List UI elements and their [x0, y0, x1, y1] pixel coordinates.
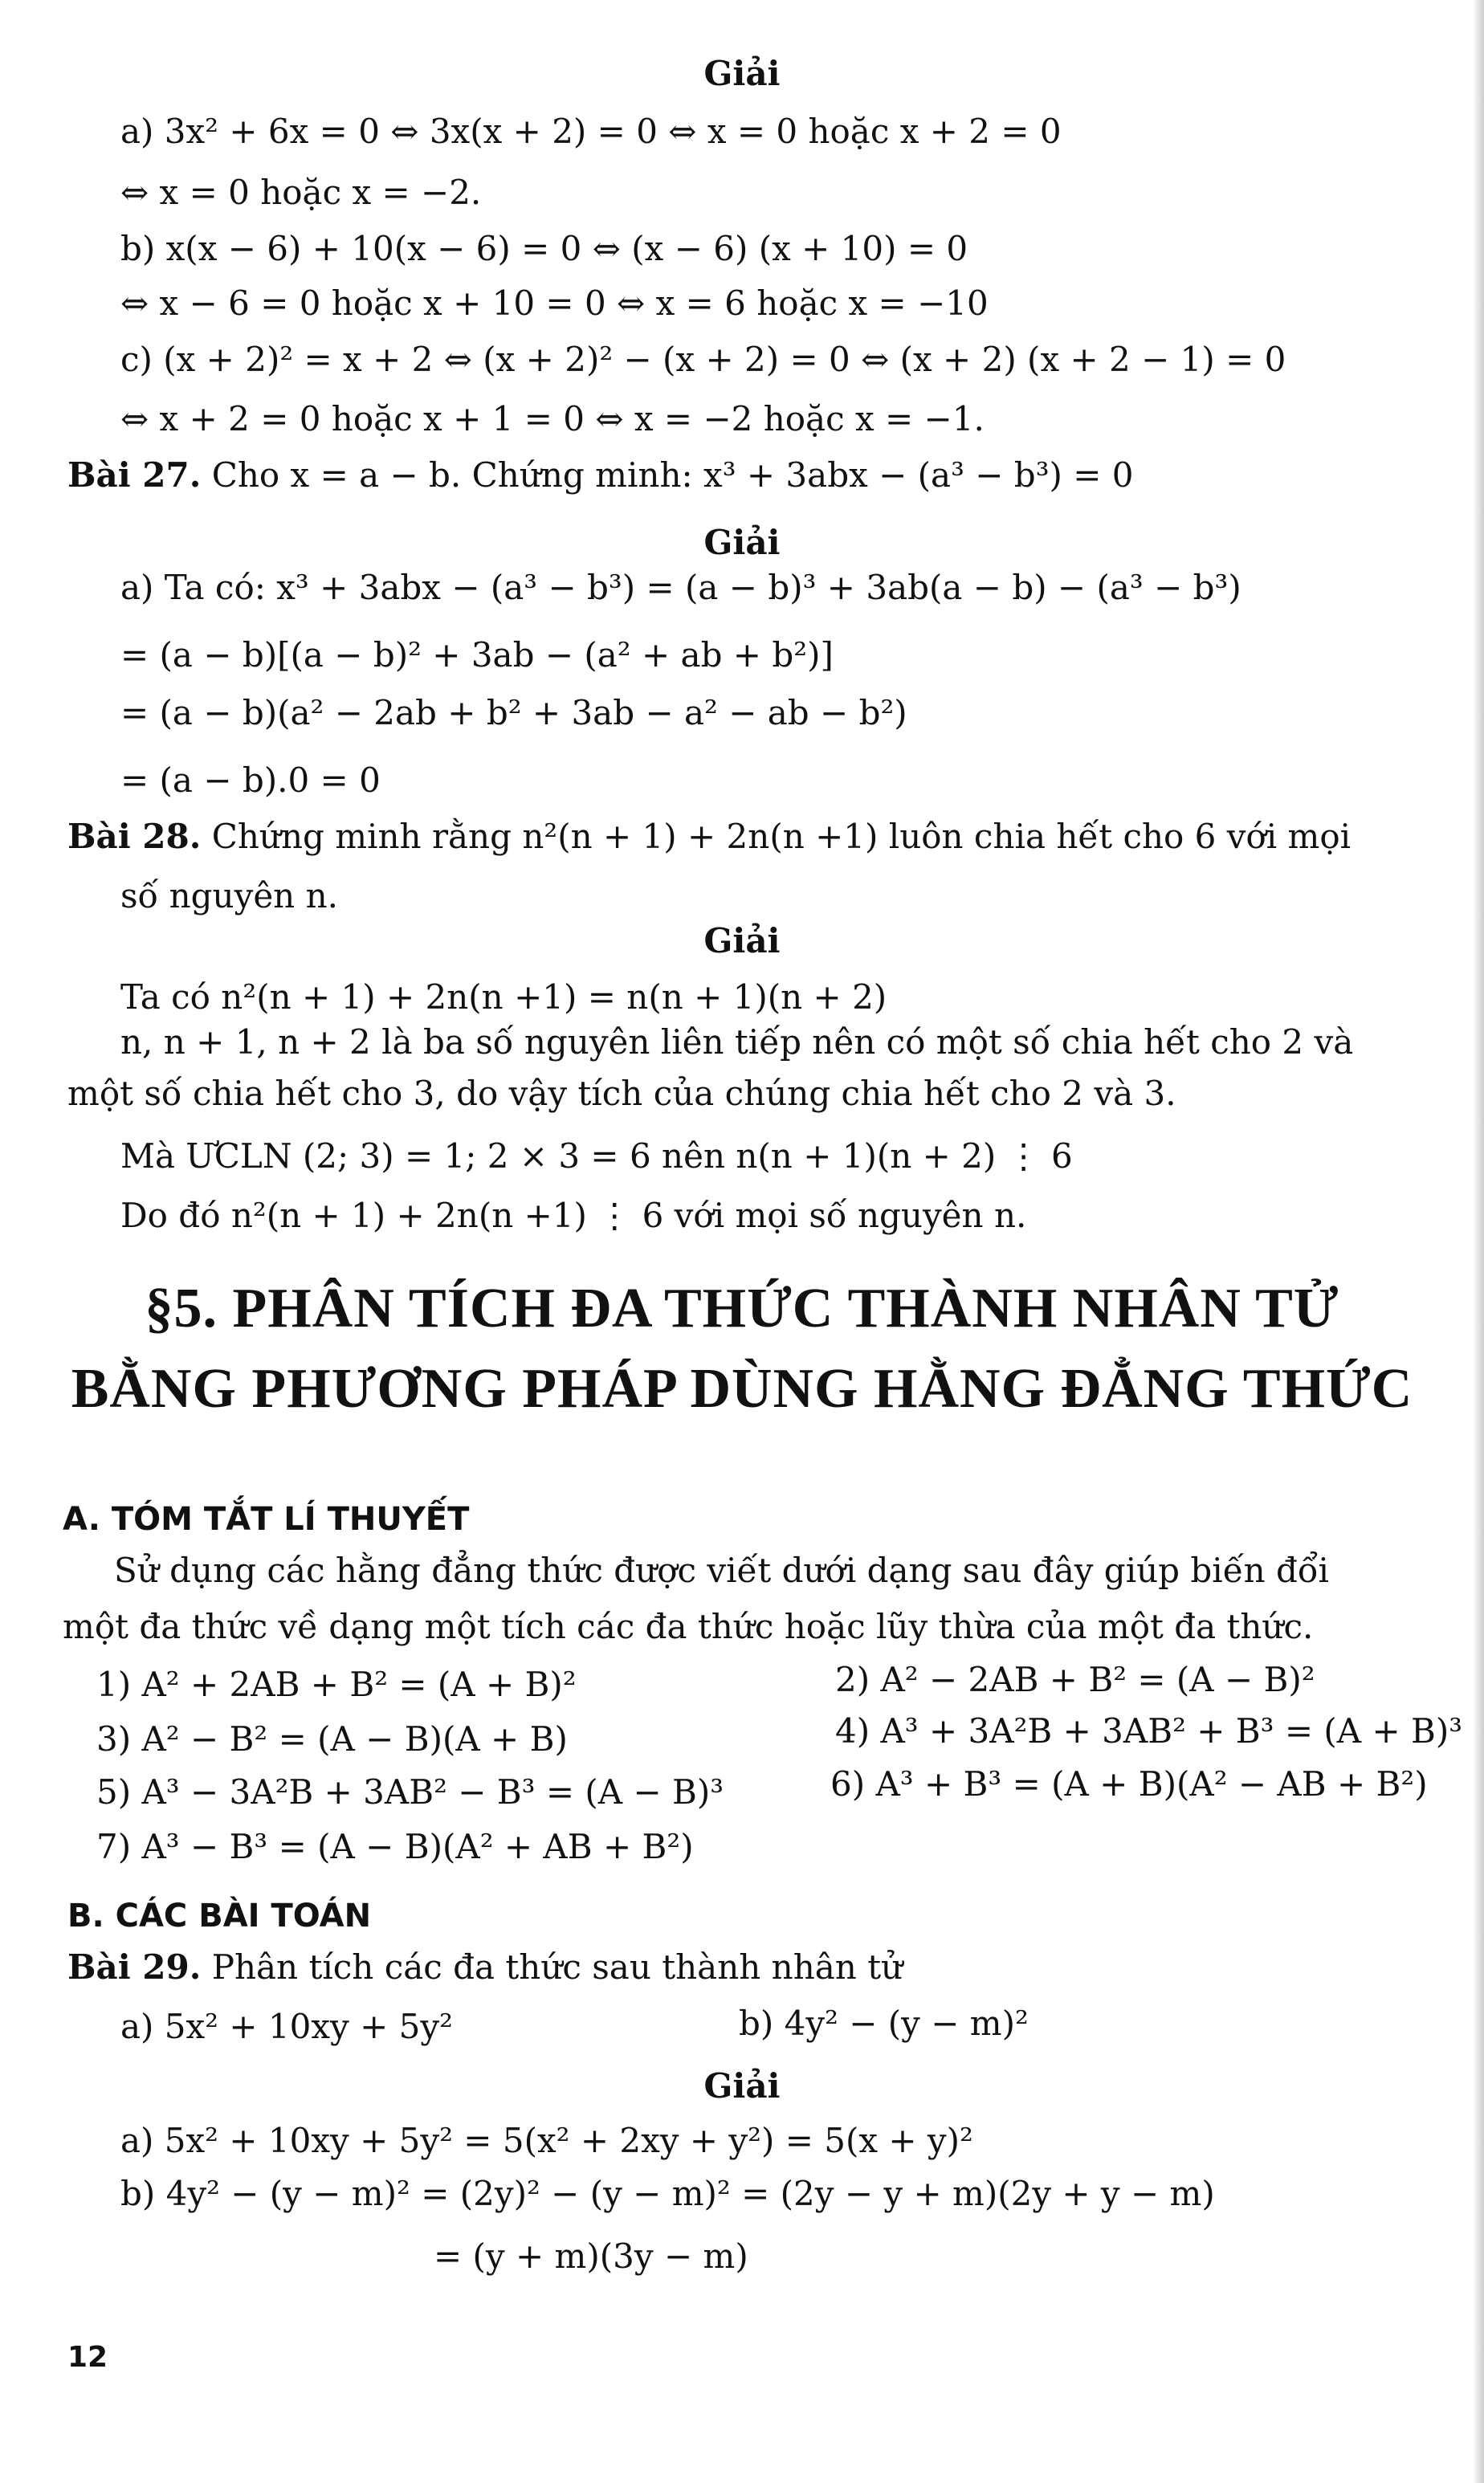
line-text: Sử dụng các hằng đẳng thức được viết dưới dạng sau đây giúp biến đổi: [114, 1551, 1329, 1590]
identity-6: [830, 1763, 1428, 1805]
line-text: §5. PHÂN TÍCH ĐA THỨC THÀNH NHÂN TỬ: [145, 1278, 1339, 1339]
line-text: Giải: [703, 921, 781, 960]
line-text: = (a − b)[(a − b)² + 3ab − (a² + ab + b²)]: [120, 635, 834, 675]
heading-giai: [0, 53, 1484, 95]
line-text: Cho x = a − b. Chứng minh: x³ + 3abx − (a³ − b³) = 0: [201, 455, 1134, 495]
line-text: 2) A² − 2AB + B² = (A − B)²: [835, 1660, 1315, 1699]
solution-line: [120, 692, 907, 734]
solution-line: [120, 172, 481, 214]
line-text: 6) A³ + B³ = (A + B)(A² − AB + B²): [830, 1764, 1428, 1804]
line-text: = (y + m)(3y − m): [434, 2236, 748, 2276]
line-text: một số chia hết cho 3, do vậy tích của chúng chia hết cho 2 và 3.: [67, 1074, 1176, 1113]
section-a-heading: [63, 1498, 469, 1540]
line-text: b) x(x − 6) + 10(x − 6) = 0 ⇔ (x − 6) (x + 10) = 0: [120, 229, 968, 268]
line-text: một đa thức về dạng một tích các đa thức hoặc lũy thừa của một đa thức.: [63, 1607, 1314, 1646]
identity-2: [835, 1659, 1315, 1701]
line-text: BẰNG PHƯƠNG PHÁP DÙNG HẰNG ĐẲNG THỨC: [71, 1358, 1413, 1420]
page-number: 12: [67, 2341, 108, 2374]
solution-line: [120, 2173, 1215, 2215]
solution-line: [120, 1021, 1353, 1063]
exercise-part-a: [120, 2006, 453, 2048]
line-text: 3) A² − B² = (A − B)(A + B): [96, 1719, 568, 1759]
solution-line: [120, 398, 985, 440]
solution-line: [120, 634, 834, 676]
line-text: số nguyên n.: [120, 876, 338, 915]
line-text: Giải: [703, 2066, 781, 2106]
page-edge-shadow: [1473, 0, 1484, 2483]
line-text: 1) A² + 2AB + B² = (A + B)²: [96, 1665, 577, 1704]
line-text: Do đó n²(n + 1) + 2n(n +1) ⋮ 6 với mọi số nguyên n.: [120, 1196, 1027, 1235]
line-text: Giải: [703, 54, 781, 93]
line-text: Giải: [703, 523, 781, 562]
solution-line: [120, 1195, 1026, 1237]
line-text: = (a − b).0 = 0: [120, 760, 381, 800]
identity-1: [96, 1664, 577, 1706]
identity-4: [835, 1710, 1462, 1752]
exercise-part-b: [739, 2003, 1029, 2045]
solution-line: [120, 339, 1286, 381]
line-text: Chứng minh rằng n²(n + 1) + 2n(n +1) luôn chia hết cho 6 với mọi: [201, 817, 1352, 856]
identity-7: [96, 1826, 694, 1868]
heading-giai: [0, 522, 1484, 564]
line-text: a) Ta có: x³ + 3abx − (a³ − b³) = (a − b)³ + 3ab(a − b) − (a³ − b³): [120, 568, 1241, 607]
exercise-28: [67, 816, 1351, 858]
exercise-label: Bài 27.: [67, 455, 202, 495]
solution-line: [120, 1135, 1073, 1177]
line-text: a) 5x² + 10xy + 5y² = 5(x² + 2xy + y²) = 5(x + y)²: [120, 2121, 973, 2160]
line-text: ⇔ x − 6 = 0 hoặc x + 10 = 0 ⇔ x = 6 hoặc x = −10: [120, 283, 989, 323]
line-text: Ta có n²(n + 1) + 2n(n +1) = n(n + 1)(n + 2): [120, 977, 887, 1017]
solution-line: [434, 2236, 748, 2277]
solution-line: [120, 283, 989, 324]
identity-3: [96, 1719, 568, 1760]
line-text: n, n + 1, n + 2 là ba số nguyên liên tiếp nên có một số chia hết cho 2 và: [120, 1022, 1354, 1062]
section-b-heading: [67, 1895, 371, 1937]
line-text: a) 3x² + 6x = 0 ⇔ 3x(x + 2) = 0 ⇔ x = 0 hoặc x + 2 = 0: [120, 112, 1062, 151]
heading-giai: [0, 2065, 1484, 2107]
theory-line: [114, 1550, 1329, 1592]
line-text: Phân tích các đa thức sau thành nhân tử: [201, 1947, 903, 1987]
theory-line: [63, 1606, 1313, 1648]
heading-giai: [0, 920, 1484, 962]
solution-line: [120, 760, 381, 801]
line-text: 7) A³ − B³ = (A − B)(A² + AB + B²): [96, 1827, 694, 1866]
solution-line: [120, 567, 1241, 609]
line-text: = (a − b)(a² − 2ab + b² + 3ab − a² − ab − b²): [120, 693, 907, 732]
exercise-27: [67, 455, 1134, 496]
solution-line: [120, 2120, 973, 2162]
exercise-line: [120, 875, 338, 917]
section-title-line-2: [0, 1357, 1484, 1421]
solution-line: [120, 228, 968, 270]
line-text: 5) A³ − 3A²B + 3AB² − B³ = (A − B)³: [96, 1772, 724, 1812]
exercise-label: Bài 28.: [67, 817, 202, 856]
line-text: ⇔ x + 2 = 0 hoặc x + 1 = 0 ⇔ x = −2 hoặc x = −1.: [120, 399, 985, 438]
line-text: b) 4y² − (y − m)² = (2y)² − (y − m)² = (2y − y + m)(2y + y − m): [120, 2174, 1215, 2213]
line-text: b) 4y² − (y − m)²: [739, 2004, 1029, 2043]
solution-line: [120, 976, 887, 1018]
solution-line: [120, 111, 1062, 153]
section-title-line-1: [0, 1277, 1484, 1341]
exercise-29: [67, 1947, 903, 1988]
line-text: A. TÓM TẮT LÍ THUYẾT: [63, 1501, 470, 1538]
line-text: c) (x + 2)² = x + 2 ⇔ (x + 2)² − (x + 2) = 0 ⇔ (x + 2) (x + 2 − 1) = 0: [120, 340, 1286, 379]
exercise-label: Bài 29.: [67, 1947, 202, 1987]
identity-5: [96, 1772, 724, 1813]
solution-line: [67, 1073, 1176, 1115]
line-text: a) 5x² + 10xy + 5y²: [120, 2007, 453, 2046]
line-text: Mà ƯCLN (2; 3) = 1; 2 × 3 = 6 nên n(n + 1)(n + 2) ⋮ 6: [120, 1136, 1073, 1176]
line-text: B. CÁC BÀI TOÁN: [67, 1898, 372, 1935]
line-text: 4) A³ + 3A²B + 3AB² + B³ = (A + B)³: [835, 1711, 1463, 1751]
line-text: ⇔ x = 0 hoặc x = −2.: [120, 173, 482, 212]
